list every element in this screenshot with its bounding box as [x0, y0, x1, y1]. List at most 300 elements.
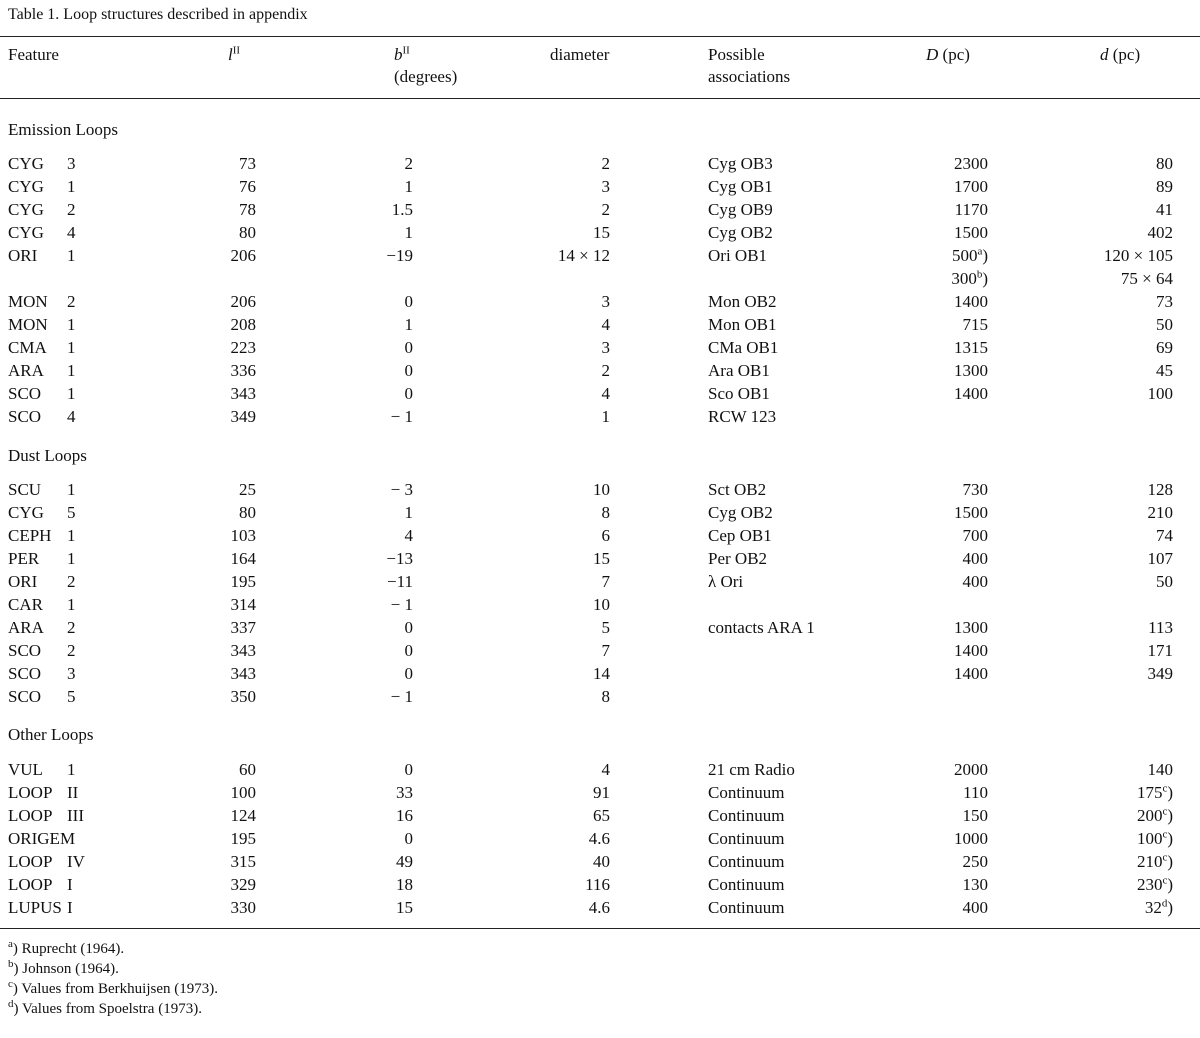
cell-galactic-latitude-text: 0: [404, 292, 413, 311]
cell-galactic-latitude: [396, 873, 413, 896]
cell-galactic-longitude-text: 330: [230, 898, 256, 917]
table-row: [0, 616, 1200, 639]
cell-association: [708, 221, 773, 244]
cell-feature-number-text: 2: [67, 292, 76, 311]
cell-feature-number-text: IV: [67, 852, 85, 871]
table-row: [0, 896, 1200, 919]
cell-feature-name-text: ORI: [8, 246, 38, 265]
cell-feature-number-text: 1: [67, 338, 76, 357]
cell-galactic-latitude-text: −19: [386, 246, 413, 265]
cell-galactic-latitude: [405, 639, 414, 662]
cell-diameter-text: 4: [601, 384, 610, 403]
cell-distance-D-text: 500: [951, 246, 978, 265]
cell-diameter: [602, 524, 611, 547]
cell-size-d-text: 210: [1136, 852, 1163, 871]
cell-feature-number: [67, 221, 76, 244]
cell-galactic-latitude: [391, 685, 413, 708]
cell-size-d: [1148, 478, 1174, 501]
cell-feature-name: [8, 175, 44, 198]
footnote: [8, 938, 125, 958]
cell-distance-D: [954, 336, 988, 359]
footnote-marker: b: [976, 268, 983, 281]
cell-association: [708, 873, 785, 896]
cell-diameter: [602, 152, 611, 175]
cell-diameter-text: 1: [601, 407, 610, 426]
cell-galactic-longitude-text: 60: [239, 760, 256, 779]
header-rule: [0, 98, 1200, 99]
cell-galactic-longitude: [231, 781, 257, 804]
table-row: [0, 873, 1200, 896]
cell-diameter: [602, 639, 611, 662]
cell-diameter: [558, 244, 610, 267]
cell-association-text: Cyg OB3: [708, 154, 773, 173]
cell-galactic-latitude: [391, 405, 413, 428]
cell-feature-name-text: SCO: [8, 641, 42, 660]
cell-feature-name-text: SCO: [8, 687, 42, 706]
cell-galactic-longitude: [231, 244, 257, 267]
cell-galactic-latitude-text: 0: [404, 338, 413, 357]
cell-feature-name-text: CMA: [8, 338, 47, 357]
cell-galactic-longitude: [231, 593, 257, 616]
cell-distance-D: [963, 850, 989, 873]
cell-feature-number-text: 2: [67, 618, 76, 637]
cell-feature-number: [67, 198, 76, 221]
cell-distance-D-text: 1500: [954, 503, 988, 522]
cell-feature-name-text: CYG: [8, 154, 44, 173]
cell-distance-D-text: 1500: [954, 223, 988, 242]
cell-feature-name: [8, 850, 52, 873]
cell-galactic-latitude-text: 1: [404, 223, 413, 242]
cell-feature-name: [8, 359, 44, 382]
cell-feature-number-text: 1: [67, 595, 76, 614]
cell-diameter-text: 3: [601, 177, 610, 196]
cell-association: [708, 501, 773, 524]
cell-distance-D: [954, 501, 988, 524]
cell-diameter: [602, 382, 611, 405]
table-row: [0, 290, 1200, 313]
cell-distance-D-text: 1315: [954, 338, 988, 357]
cell-galactic-latitude: [405, 336, 414, 359]
cell-distance-D-text: 400: [962, 572, 988, 591]
cell-galactic-latitude: [392, 198, 413, 221]
footnote-marker: c: [1162, 805, 1168, 818]
cell-feature-number-text: 4: [67, 223, 76, 242]
cell-association-text: Continuum: [708, 829, 785, 848]
cell-galactic-latitude: [386, 547, 413, 570]
cell-association: [708, 382, 770, 405]
cell-distance-D-text: 1300: [954, 361, 988, 380]
cell-galactic-latitude-text: 1: [404, 177, 413, 196]
cell-size-d-text: 120 × 105: [1103, 246, 1173, 265]
table-row: [0, 336, 1200, 359]
cell-distance-D-text: 1400: [954, 641, 988, 660]
cell-feature-number-text: 1: [67, 549, 76, 568]
footnote: [8, 978, 218, 998]
top-rule: [0, 36, 1200, 37]
cell-galactic-longitude-text: 76: [239, 177, 256, 196]
cell-association: [708, 175, 773, 198]
cell-galactic-longitude: [231, 313, 257, 336]
cell-distance-D: [954, 639, 988, 662]
table-row: [0, 758, 1200, 781]
cell-diameter-text: 116: [585, 875, 610, 894]
cell-size-d: [1148, 547, 1174, 570]
cell-size-d-text: 210: [1147, 503, 1173, 522]
cell-feature-number-text: I: [67, 875, 73, 894]
cell-galactic-latitude: [405, 827, 414, 850]
cell-size-d-text: 349: [1147, 664, 1173, 683]
section-dust-title: Dust Loops: [8, 446, 87, 465]
cell-association: [708, 405, 776, 428]
cell-feature-name-text: CEPH: [8, 526, 52, 545]
cell-distance-D: [963, 781, 988, 804]
header-d: [1100, 44, 1140, 66]
cell-diameter: [593, 547, 610, 570]
cell-galactic-longitude: [231, 827, 257, 850]
cell-association: [708, 524, 772, 547]
cell-association-text: Continuum: [708, 852, 785, 871]
cell-feature-name-text: LOOP: [8, 783, 53, 802]
cell-galactic-latitude: [405, 175, 414, 198]
cell-feature-name: [8, 781, 52, 804]
cell-distance-D-text: 1700: [954, 177, 988, 196]
cell-association: [708, 570, 743, 593]
cell-diameter-text: 6: [601, 526, 610, 545]
cell-association-text: Mon OB1: [708, 315, 777, 334]
cell-feature-name: [8, 244, 37, 267]
cell-association: [708, 616, 815, 639]
cell-size-d-text: 171: [1147, 641, 1173, 660]
cell-distance-D: [954, 359, 988, 382]
cell-size-d: [1156, 198, 1173, 221]
table-row: [0, 781, 1200, 804]
cell-diameter-text: 2: [601, 154, 610, 173]
cell-feature-number-text: 5: [67, 503, 76, 522]
cell-distance-D: [963, 313, 989, 336]
cell-feature-number: [67, 662, 76, 685]
cell-diameter: [593, 662, 610, 685]
cell-association-text: Continuum: [708, 875, 785, 894]
cell-size-d-text: 50: [1156, 572, 1173, 591]
cell-feature-name: [8, 524, 51, 547]
cell-feature-number: [67, 639, 76, 662]
cell-association-text: Cyg OB1: [708, 177, 773, 196]
cell-diameter-text: 15: [593, 223, 610, 242]
cell-galactic-longitude: [239, 221, 256, 244]
cell-galactic-longitude-text: 343: [230, 664, 256, 683]
cell-galactic-longitude-text: 164: [230, 549, 256, 568]
cell-feature-number: [67, 175, 76, 198]
header-b: [394, 44, 457, 88]
header-feature: Feature: [8, 45, 59, 64]
header-D-unit: (pc): [938, 45, 970, 64]
cell-feature-number-text: 2: [67, 572, 76, 591]
cell-galactic-latitude-text: 0: [404, 664, 413, 683]
cell-size-d: 32$^d$): [1144, 897, 1173, 917]
cell-galactic-latitude: [391, 478, 413, 501]
cell-galactic-latitude: [405, 382, 414, 405]
cell-association-text: Cep OB1: [708, 526, 772, 545]
cell-feature-number: [67, 873, 73, 896]
table-row: [0, 685, 1200, 708]
cell-feature-number: [67, 501, 76, 524]
cell-diameter: [602, 501, 611, 524]
cell-galactic-latitude-text: 2: [404, 154, 413, 173]
cell-size-d-text: 200: [1136, 806, 1163, 825]
cell-association: [708, 336, 778, 359]
cell-diameter: [593, 593, 610, 616]
footnote-marker: d: [1161, 897, 1168, 910]
cell-association-text: contacts ARA 1: [708, 618, 815, 637]
footnote-text: ) Ruprecht (1964).: [12, 941, 125, 957]
cell-association: [708, 827, 785, 850]
cell-diameter: [602, 570, 611, 593]
cell-association: [708, 313, 776, 336]
table-row: [0, 478, 1200, 501]
cell-feature-number: [67, 804, 84, 827]
cell-galactic-longitude: [231, 896, 257, 919]
cell-feature-number: [67, 313, 76, 336]
cell-galactic-longitude-text: 329: [230, 875, 256, 894]
cell-galactic-longitude-text: 223: [230, 338, 256, 357]
cell-galactic-latitude: [387, 570, 413, 593]
cell-distance-D: [954, 152, 988, 175]
cell-feature-name-text: CYG: [8, 223, 44, 242]
cell-galactic-latitude-text: − 1: [390, 687, 413, 706]
cell-feature-name-text: LOOP: [8, 806, 53, 825]
cell-feature-name-text: MON: [8, 315, 48, 334]
cell-galactic-latitude-text: 18: [396, 875, 413, 894]
cell-galactic-longitude-text: 208: [230, 315, 256, 334]
cell-size-d-text: 100: [1147, 384, 1173, 403]
cell-diameter: [593, 781, 610, 804]
cell-feature-number: [67, 758, 76, 781]
footnote: [8, 958, 119, 978]
cell-size-d: [1148, 639, 1174, 662]
cell-feature-name-text: ORIGEM: [8, 829, 76, 848]
table-row: [0, 639, 1200, 662]
cell-galactic-longitude: [231, 639, 257, 662]
cell-feature-name: [8, 685, 41, 708]
cell-association-text: Per OB2: [708, 549, 768, 568]
cell-feature-number-text: 1: [67, 315, 76, 334]
cell-distance-D-text: 150: [962, 806, 988, 825]
cell-feature-name-text: SCO: [8, 664, 42, 683]
cell-distance-D: [954, 827, 988, 850]
cell-size-d: 210$^c$): [1136, 851, 1173, 871]
table-row: [0, 244, 1200, 267]
cell-size-d-text: 107: [1147, 549, 1173, 568]
cell-galactic-longitude-text: 78: [239, 200, 256, 219]
cell-galactic-longitude: [231, 662, 257, 685]
cell-diameter-text: 40: [593, 852, 610, 871]
cell-galactic-latitude: [405, 501, 414, 524]
cell-association: [708, 152, 773, 175]
cell-size-d: [1148, 662, 1174, 685]
footnote-marker: a: [977, 245, 983, 258]
cell-galactic-latitude: [391, 593, 413, 616]
cell-galactic-longitude: [231, 570, 257, 593]
cell-galactic-latitude: [405, 616, 414, 639]
cell-feature-name: [8, 152, 44, 175]
cell-diameter: [593, 804, 610, 827]
cell-galactic-latitude-text: − 3: [390, 480, 413, 499]
cell-feature-number: [67, 781, 78, 804]
cell-distance-D: [954, 382, 988, 405]
cell-galactic-latitude-text: 49: [396, 852, 413, 871]
cell-galactic-longitude-text: 80: [239, 503, 256, 522]
cell-size-d: [1156, 570, 1173, 593]
cell-feature-number-text: III: [67, 806, 84, 825]
cell-galactic-latitude-text: 0: [404, 384, 413, 403]
cell-distance-D-text: 715: [962, 315, 988, 334]
cell-feature-name-text: CYG: [8, 503, 44, 522]
table-row: [0, 593, 1200, 616]
header-l: [228, 44, 240, 66]
cell-galactic-latitude-text: 4: [404, 526, 413, 545]
footnote-mark: c: [8, 978, 13, 990]
cell-diameter-text: 3: [601, 338, 610, 357]
header-b-unit: (degrees): [394, 67, 458, 86]
cell-galactic-latitude-text: 33: [396, 783, 413, 802]
cell-galactic-latitude: [405, 221, 414, 244]
cell-association-text: 21 cm Radio: [708, 760, 795, 779]
cell-diameter: [602, 616, 611, 639]
cell-galactic-latitude-text: 1.5: [391, 200, 413, 219]
cell-diameter-text: 10: [593, 480, 610, 499]
table-row: [0, 524, 1200, 547]
cell-association-text: Ori OB1: [708, 246, 768, 265]
cell-feature-name-text: SCU: [8, 480, 42, 499]
cell-feature-number: [67, 685, 76, 708]
cell-galactic-latitude: [386, 244, 413, 267]
cell-association: [708, 478, 766, 501]
cell-association: [708, 850, 785, 873]
cell-association-text: RCW 123: [708, 407, 777, 426]
cell-galactic-latitude-text: 0: [404, 641, 413, 660]
cell-association: [708, 804, 785, 827]
cell-feature-name: [8, 593, 43, 616]
cell-feature-number-text: II: [67, 783, 79, 802]
footnote-mark: a: [8, 938, 13, 950]
cell-distance-D: [963, 478, 989, 501]
cell-feature-name-text: ORI: [8, 572, 38, 591]
cell-distance-D: [963, 804, 989, 827]
cell-diameter: [602, 313, 611, 336]
cell-distance-D-text: 2300: [954, 154, 988, 173]
cell-association-text: Cyg OB2: [708, 223, 773, 242]
cell-size-d-text: 128: [1147, 480, 1173, 499]
cell-distance-D-text: 1300: [954, 618, 988, 637]
cell-galactic-longitude: [239, 501, 256, 524]
cell-feature-number: [67, 896, 73, 919]
table-row: [0, 662, 1200, 685]
cell-feature-number-text: 1: [67, 361, 76, 380]
cell-association: [708, 896, 785, 919]
footnote-text: ) Johnson (1964).: [13, 961, 119, 977]
cell-feature-number: [67, 382, 76, 405]
footnote: [8, 998, 202, 1018]
cell-galactic-longitude-text: 314: [230, 595, 256, 614]
header-d-symbol: d: [1100, 45, 1109, 64]
cell-size-d-text: 140: [1147, 760, 1173, 779]
cell-size-d: 200$^c$): [1136, 805, 1173, 825]
cell-size-d-text: 73: [1156, 292, 1173, 311]
cell-galactic-latitude-text: −13: [386, 549, 413, 568]
cell-feature-number: [67, 478, 76, 501]
cell-galactic-latitude-text: 0: [404, 760, 413, 779]
cell-diameter-text: 4: [601, 315, 610, 334]
cell-distance-D: [954, 175, 988, 198]
cell-diameter-text: 8: [601, 503, 610, 522]
cell-diameter-text: 8: [601, 687, 610, 706]
cell-feature-name: [8, 804, 52, 827]
cell-association-text: CMa OB1: [708, 338, 779, 357]
cell-feature-name: [8, 478, 41, 501]
cell-size-d: [1148, 616, 1173, 639]
cell-feature-name: [8, 290, 48, 313]
cell-association-text: Continuum: [708, 783, 785, 802]
footnote-marker: c: [1162, 828, 1168, 841]
table-row: [0, 570, 1200, 593]
cell-size-d: 175$^c$): [1136, 782, 1173, 802]
cell-association: [708, 359, 770, 382]
cell-diameter: [585, 873, 610, 896]
cell-diameter-text: 10: [593, 595, 610, 614]
cell-association-text: Mon OB2: [708, 292, 777, 311]
cell-distance-D: [954, 616, 988, 639]
cell-feature-number: [67, 524, 76, 547]
cell-diameter: [589, 896, 610, 919]
cell-galactic-longitude: [239, 478, 256, 501]
cell-feature-number: [67, 405, 76, 428]
cell-feature-number: [67, 336, 76, 359]
cell-distance-D: [954, 221, 988, 244]
cell-feature-name: [8, 405, 41, 428]
table-row: [0, 827, 1200, 850]
table-row: [0, 804, 1200, 827]
cell-feature-name-text: CYG: [8, 200, 44, 219]
cell-distance-D-text: 1400: [954, 292, 988, 311]
cell-feature-number-text: 3: [67, 664, 76, 683]
cell-feature-name: [8, 382, 41, 405]
cell-distance-D: 500$^a$): [951, 245, 988, 265]
cell-distance-D-text: 1400: [954, 664, 988, 683]
cell-galactic-latitude-text: 0: [404, 361, 413, 380]
cell-galactic-longitude: [231, 804, 257, 827]
cell-diameter: [589, 827, 610, 850]
cell-feature-name: [8, 827, 75, 850]
cell-galactic-longitude: [239, 175, 256, 198]
cell-distance-D-text: 2000: [954, 760, 988, 779]
cell-feature-name-text: LUPUS: [8, 898, 62, 917]
cell-galactic-latitude-text: 16: [396, 806, 413, 825]
cell-galactic-longitude: [231, 382, 257, 405]
cell-association-text: Cyg OB2: [708, 503, 773, 522]
cell-feature-name: [8, 639, 41, 662]
cell-size-d-text: 50: [1156, 315, 1173, 334]
cell-distance-D: [963, 873, 989, 896]
cell-galactic-longitude: [231, 336, 257, 359]
section-emission-title: Emission Loops: [8, 120, 119, 139]
cell-feature-name-text: MON: [8, 292, 48, 311]
footnote-mark: b: [8, 958, 14, 970]
cell-galactic-longitude-text: 343: [230, 384, 256, 403]
cell-galactic-longitude-text: 103: [230, 526, 256, 545]
cell-galactic-longitude-text: 350: [230, 687, 256, 706]
header-D: [926, 44, 970, 66]
cell-galactic-latitude: [396, 781, 413, 804]
